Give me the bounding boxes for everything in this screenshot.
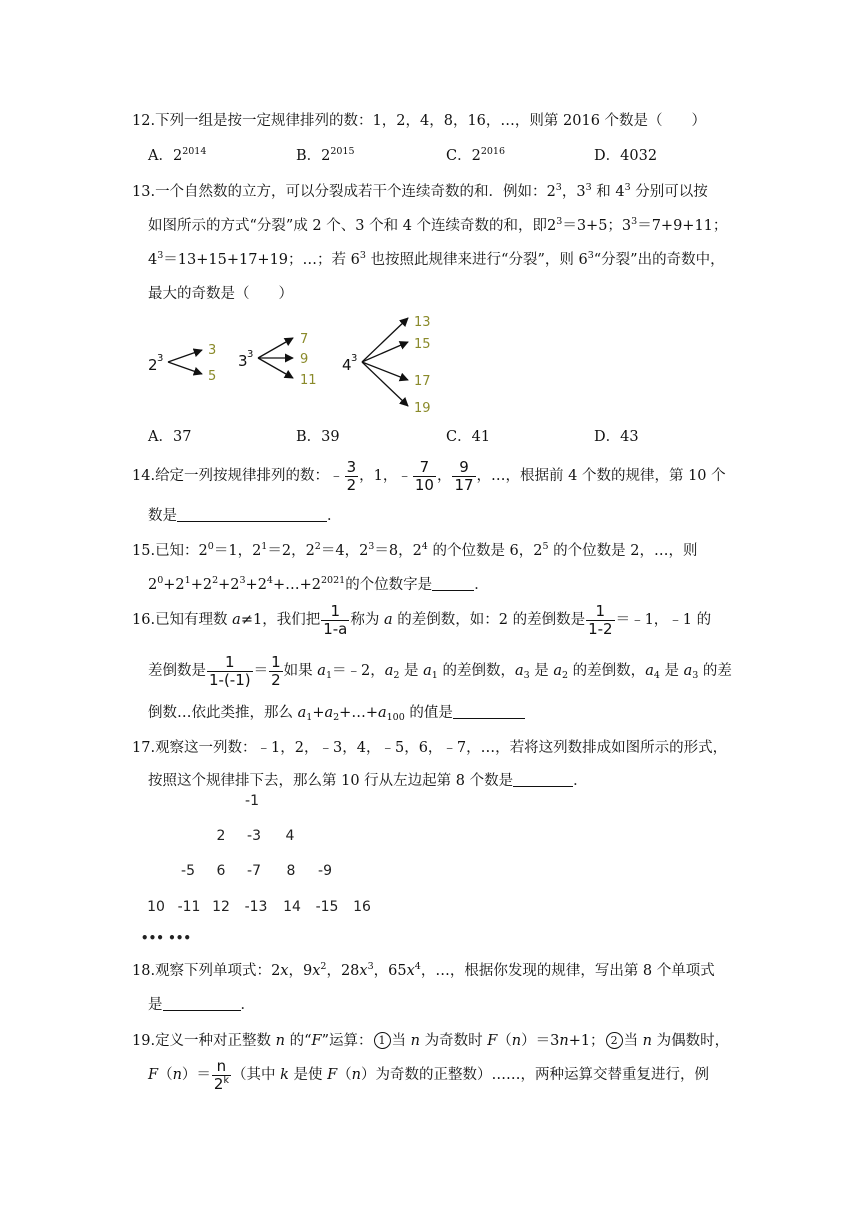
triangle-cell: 16 — [353, 899, 371, 915]
base-3: 3 — [238, 352, 248, 370]
triangle-cell: -5 — [181, 863, 195, 879]
triangle-cell: -9 — [318, 863, 332, 879]
triangle-cell: -7 — [247, 863, 261, 879]
question-text: 下列一组是按一定规律排列的数：1，2，4，8，16，…，则第 2016 个数是（ ） — [155, 113, 707, 129]
question-19-line-2: F（n）＝ $\frac{n}{2^k}$ （其中 k 是使 F（n）为奇数的正整数）……，两种运算交替重复进行，例 — [148, 1056, 709, 1093]
exp-3: 3 — [247, 349, 254, 360]
q12-option-d[interactable]: D．4032 — [594, 148, 658, 164]
fraction: $\frac{1}{2}$ — [271, 652, 281, 689]
question-number: 12. — [132, 113, 156, 129]
q13-option-d[interactable]: D．43 — [594, 429, 639, 445]
question-13-line-4: 最大的奇数是（ ） — [148, 286, 293, 302]
triangle-cell: -15 — [315, 899, 339, 915]
triangle-cell: 2 — [216, 828, 226, 844]
value-11: 11 — [300, 373, 317, 388]
fraction: $\frac{1}{1-2}$ — [588, 601, 613, 638]
triangle-cell: 4 — [285, 828, 295, 844]
value-7: 7 — [300, 332, 309, 347]
triangle-cell: -3 — [247, 828, 261, 844]
value-15: 15 — [414, 337, 431, 352]
triangle-cell: 12 — [212, 899, 230, 915]
triangle-cell: 6 — [216, 863, 226, 879]
q12-option-c[interactable]: C．$2^{2016}$ — [446, 146, 506, 164]
triangle-cell: 8 — [286, 863, 296, 879]
q13-option-a[interactable]: A．37 — [148, 429, 192, 445]
question-17-line-2: 按照这个规律排下去，那么第 10 行从左边起第 8 个数是 ． — [148, 773, 588, 789]
triangle-cell: -13 — [244, 899, 268, 915]
q12-option-a[interactable]: A．$2^{2014}$ — [148, 146, 207, 164]
question-18-line-1: 18.观察下列单项式：2x，$9x^2$，$28x^3$，$65x^4$，…，根据你发现的规律，写出第 8 个单项式 — [132, 961, 715, 979]
question-15-line-1: 15.已知：$2^0=1$，$2^1=2$，$2^2=4$，$2^3=8$，$2^4$ 的个位数是 6，$2^5$ 的个位数是 2，…，则 — [132, 541, 698, 559]
ellipsis: ••• ••• — [140, 931, 192, 945]
question-13-line-2: 如图所示的方式“分裂”成 2 个、3 个和 4 个连续奇数的和，即$2^3=3+5$；$3^3=7+9+11$； — [148, 216, 728, 234]
base-4: 4 — [342, 356, 352, 374]
question-14-line-1: 14.给定一列按规律排列的数：﹣ $\frac{3}{2}$ ，1，﹣ $\frac{7}{10}$ ， $\frac{9}{17}$ ，…，根据前 4 个数的规律，第 10 个 — [132, 457, 726, 494]
fraction: $\frac{9}{17}$ — [454, 457, 474, 494]
fraction: $\frac{3}{2}$ — [346, 457, 357, 494]
question-15-line-2: $2^0+2^1+2^2+2^3+2^4+\dots+2^{2021}$的个位数字是 ． — [148, 575, 489, 593]
question-17-line-1: 17.观察这一列数：﹣1，2，﹣3，4，﹣5，6，﹣7，…，若将这列数排成如图所示的形式， — [132, 740, 728, 756]
triangle-cell: -11 — [177, 899, 201, 915]
question-14-line-2: 数是 ． — [148, 508, 342, 524]
fraction: $\frac{1}{1-a}$ — [323, 601, 348, 638]
value-13: 13 — [414, 315, 431, 330]
exp-3: 3 — [351, 353, 358, 364]
triangle-cell: 14 — [283, 899, 301, 915]
triangle-cell: 10 — [147, 899, 165, 915]
question-13-line-3: $4^3=13+15+17+19$；…；若 $6^3$ 也按照此规律来进行“分裂”，则 $6^3“$分裂”出的奇数中， — [148, 250, 725, 268]
question-13-line-1: 13.一个自然数的立方，可以分裂成若干个连续奇数的和．例如：$2^3$，$3^3$ 和 $4^3$ 分别可以按 — [132, 182, 708, 200]
value-17: 17 — [414, 374, 431, 389]
triangle-cell: -1 — [245, 793, 259, 809]
q12-option-b[interactable]: B．$2^{2015}$ — [296, 146, 355, 164]
fraction: $\frac{1}{1-(-1)}$ — [209, 652, 251, 689]
question-16-line-2: 差倒数是 $\frac{1}{1-(-1)}$ ＝ $\frac{1}{2}$ 如果 $a_1=﹣2$，$a_2$ 是 $a_1$ 的差倒数，$a_3$ 是 $a_2$ 的差倒数，$a_4$ 是 $a_3$ 的差 — [148, 652, 732, 689]
value-3: 3 — [208, 343, 217, 358]
circled-number: 1 — [374, 1032, 391, 1049]
fraction: $\frac{n}{2^k}$ — [213, 1056, 229, 1093]
question-19-line-1: 19.定义一种对正整数 n 的“F”运算： 1 当 n 为奇数时 F（n）＝3n+1； 2 当 n 为偶数时， — [132, 1033, 730, 1049]
value-5: 5 — [208, 369, 217, 384]
fraction: $\frac{7}{10}$ — [414, 457, 434, 494]
question-16-line-1: 16.已知有理数 a≠1，我们把 $\frac{1}{1-a}$ 称为 a 的差倒数，如：2 的差倒数是 $\frac{1}{1-2}$ ＝﹣1，﹣1 的 — [132, 601, 712, 638]
q13-option-c[interactable]: C．41 — [446, 429, 491, 445]
circled-number: 2 — [606, 1032, 623, 1049]
base-2: 2 — [148, 356, 158, 374]
q13-option-b[interactable]: B．39 — [296, 429, 340, 445]
answer-blank[interactable] — [163, 995, 241, 1011]
question-18-line-2: 是 ． — [148, 997, 255, 1013]
exp-3: 3 — [157, 353, 164, 364]
value-9: 9 — [300, 352, 309, 367]
value-19: 19 — [414, 401, 431, 416]
question-16-line-3: 倒数…依此类推，那么 $a_1+a_2+\dots+a_{100}$ 的值是 — [148, 702, 525, 724]
